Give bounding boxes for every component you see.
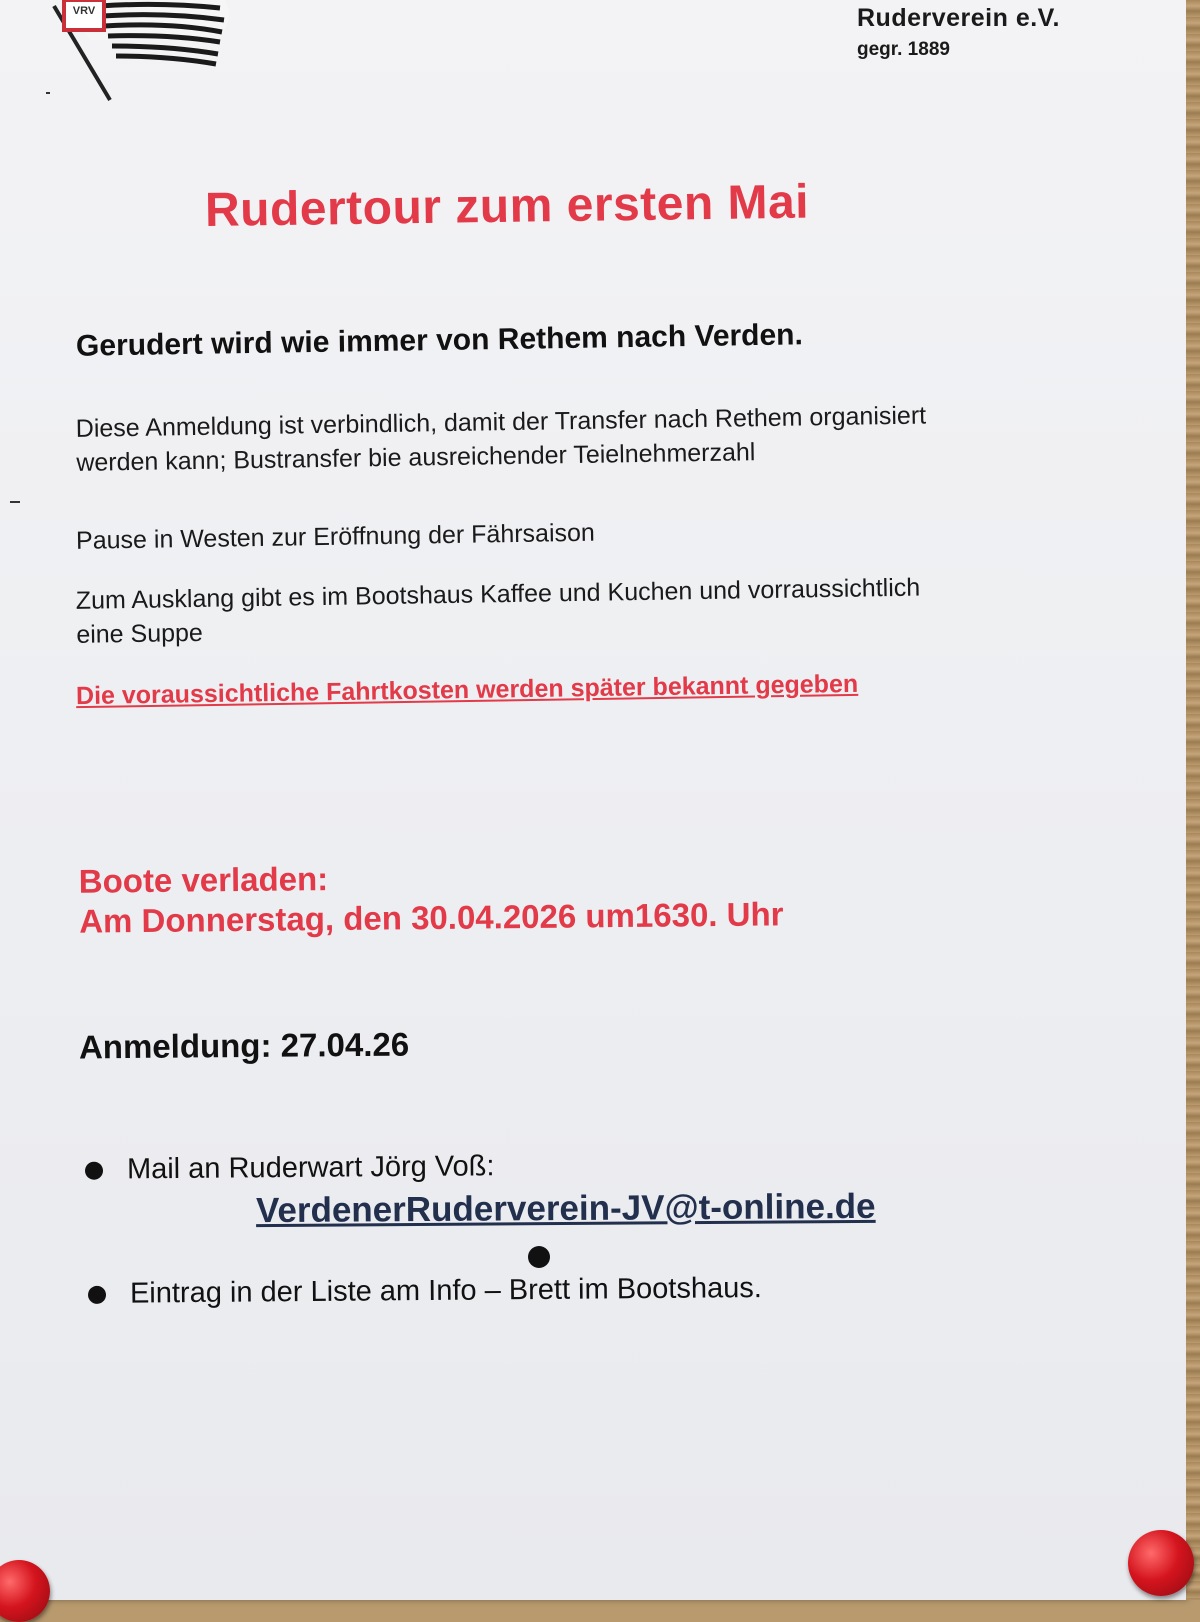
boat-loading-date: Am Donnerstag, den 30.04.2026 um1630. Uhr: [79, 895, 784, 940]
boat-loading-heading: Boote verladen:: [78, 860, 329, 900]
bullet-icon: [528, 1246, 550, 1268]
boat-loading: [79, 854, 784, 941]
club-header: [857, 4, 1060, 61]
bullet-icon: [85, 1161, 103, 1179]
paragraph-line: eine Suppe: [76, 618, 204, 649]
paragraph-transfer: [76, 396, 1077, 480]
logo-text: VRV: [72, 5, 96, 17]
bullet-icon: [88, 1285, 106, 1303]
paragraph-line: Pause in Westen zur Eröffnung der Fährsaison: [75, 518, 596, 555]
club-name: Ruderverein e.V.: [857, 4, 1061, 32]
email-link[interactable]: VerdenerRuderverein-JV@t-online.de: [255, 1186, 876, 1231]
registration-deadline: Anmeldung: 27.04.26: [78, 1025, 410, 1066]
club-founded: gegr. 1889: [857, 39, 950, 60]
paragraph-pause: [76, 508, 1076, 558]
pen-mark: [46, 92, 50, 94]
paragraph-line: werden kann; Bustransfer bie ausreichender Teielnehmerzahl: [76, 438, 756, 477]
club-flag-icon: [40, 0, 240, 110]
pushpin-icon: [1128, 1530, 1194, 1596]
page-title: Rudertour zum ersten Mai: [204, 175, 810, 238]
list-item: [88, 1272, 762, 1311]
paragraph-line: Diese Anmeldung ist verbindlich, damit der Transfer nach Rethem organisiert: [75, 401, 927, 443]
pen-mark: [10, 501, 20, 503]
costs-note: Die voraussichtliche Fahrtkosten werden später bekannt gegeben: [75, 669, 859, 711]
mail-label: Mail an Ruderwart Jörg Voß:: [126, 1150, 495, 1186]
route-heading: Gerudert wird wie immer von Rethem nach Verden.: [75, 318, 804, 363]
list-item: [85, 1150, 495, 1187]
paragraph-closing: [76, 568, 1077, 652]
list-entry-text: Eintrag in der Liste am Info – Brett im Bootshaus.: [129, 1272, 762, 1310]
paragraph-line: Zum Ausklang gibt es im Bootshaus Kaffee und Kuchen und vorraussichtlich: [75, 573, 921, 615]
cork-board-edge: [1186, 0, 1200, 1600]
